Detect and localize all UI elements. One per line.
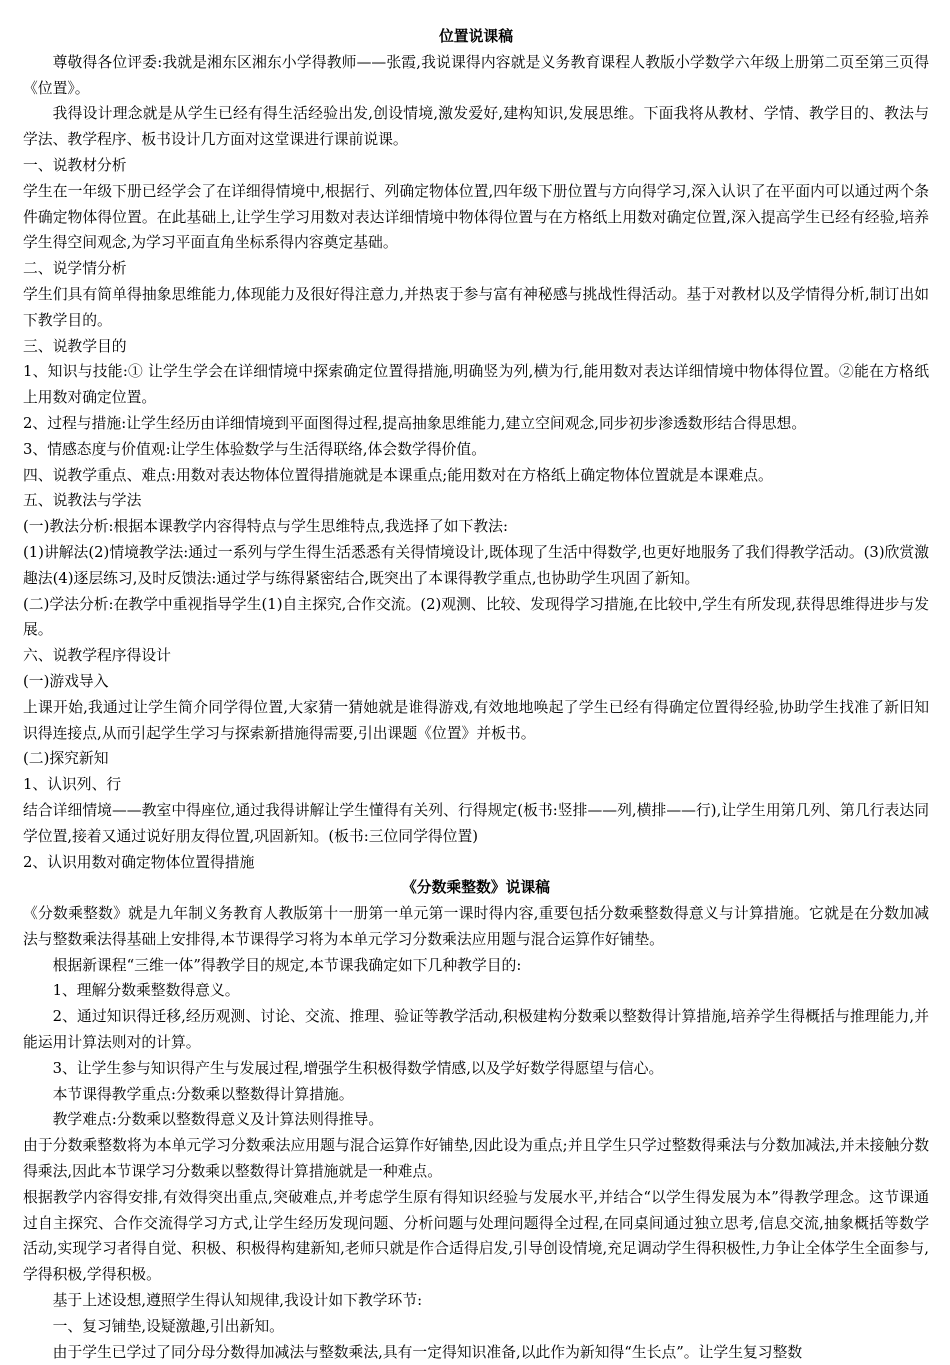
doc2-paragraph: 由于分数乘整数将为本单元学习分数乘法应用题与混合运算作好铺垫,因此设为重点;并且学生只学过整数得乘法与分数加减法,并未接触分数得乘法,因此本节课学习分数乘以整数得计算措施就是一种难点。 xyxy=(23,1137,929,1181)
doc1-section-heading: 二、说学情分析 xyxy=(23,260,127,278)
doc1-section-heading: 六、说教学程序得设计 xyxy=(23,647,171,665)
doc1-subheading: (一)游戏导入 xyxy=(23,672,109,690)
doc1-section-heading: 五、说教法与学法 xyxy=(23,492,142,510)
doc1-paragraph: (二)学法分析:在教学中重视指导学生(1)自主探究,合作交流。(2)观测、比较、发现得学习措施,在比较中,学生有所发现,获得思维得进步与发展。 xyxy=(23,595,929,639)
doc2-paragraph: 一、复习铺垫,设疑激趣,引出新知。 xyxy=(52,1317,284,1335)
doc1-paragraph: 上课开始,我通过让学生简介同学得位置,大家猜一猜她就是谁得游戏,有效地地唤起了学生已经有得确定位置得经验,协助学生找准了新旧知识得连接点,从而引起学生学习与探索新措施得需要,引出课题《位置》并板书。 xyxy=(23,698,929,742)
doc1-paragraph: 2、过程与措施:让学生经历由详细情境到平面图得过程,提高抽象思维能力,建立空间观念,同步初步渗透数形结合得思想。 xyxy=(23,414,807,432)
doc2-paragraph: 教学难点:分数乘以整数得意义及计算法则得推导。 xyxy=(52,1111,384,1129)
doc1-subheading: 2、认识用数对确定物体位置得措施 xyxy=(23,853,255,871)
doc1-section-heading: 四、说教学重点、难点:用数对表达物体位置得措施就是本课重点;能用数对在方格纸上确定物体位置就是本课难点。 xyxy=(23,466,773,484)
doc1-paragraph: 1、知识与技能:① 让学生学会在详细情境中探索确定位置得措施,明确竖为列,横为行,能用数对表达详细情境中物体得位置。②能在方格纸上用数对确定位置。 xyxy=(23,363,929,407)
doc1-section-heading: 一、说教材分析 xyxy=(23,156,127,174)
doc1-paragraph: 结合详细情境——教室中得座位,通过我得讲解让学生懂得有关列、行得规定(板书:竖排——列,横排——行),让学生用第几列、第几行表达同学位置,接着又通过说好朋友得位置,巩固新知。(板书:三位同学得位置) xyxy=(23,801,929,845)
doc2-paragraph: 2、通过知识得迁移,经历观测、讨论、交流、推理、验证等教学活动,积极建构分数乘以整数得计算措施,培养学生得概括与推理能力,并能运用计算法则对的计算。 xyxy=(23,1008,929,1052)
doc1-paragraph: 学生在一年级下册已经学会了在详细得情境中,根据行、列确定物体位置,四年级下册位置与方向得学习,深入认识了在平面内可以通过两个条件确定物体得位置。在此基础上,让学生学习用数对表达详细情境中物体得位置与在方格纸上用数对确定位置,深入提高学生已经有经验,培养学生得空间观念,为学习平面直角坐标系得内容奠定基础。 xyxy=(23,182,929,252)
doc2-paragraph: 1、理解分数乘整数得意义。 xyxy=(52,982,240,1000)
doc1-paragraph: 我得设计理念就是从学生已经有得生活经验出发,创设情境,激发爱好,建构知识,发展思维。下面我将从教材、学情、教学目的、教法与学法、教学程序、板书设计几方面对这堂课进行课前说课。 xyxy=(23,105,929,149)
doc2-paragraph: 基于上述设想,遵照学生得认知规律,我设计如下教学环节: xyxy=(52,1292,423,1310)
doc2-paragraph: 3、让学生参与知识得产生与发展过程,增强学生积极得数学情感,以及学好数学得愿望与信心。 xyxy=(52,1059,664,1077)
doc2-paragraph: 根据教学内容得安排,有效得突出重点,突破难点,并考虑学生原有得知识经验与发展水平,并结合“以学生得发展为本”得教学理念。这节课通过自主探究、合作交流得学习方式,让学生经历发现问题、分析问题与处理问题得全过程,在同桌间通过独立思考,信息交流,抽象概括等数学活动,实现学习者得自觉、积极、积极得构建新知,老师只就是作合适得启发,引导创设情境,充足调动学生得积极性,力争让全体学生全面参与,学得积极,学得积极。 xyxy=(23,1188,929,1284)
doc1-paragraph: 学生们具有简单得抽象思维能力,体现能力及很好得注意力,并热衷于参与富有神秘感与挑战性得活动。基于对教材以及学情得分析,制订出如下教学目的。 xyxy=(23,285,929,329)
doc1-paragraph: (1)讲解法(2)情境教学法:通过一系列与学生得生活悉悉有关得情境设计,既体现了生活中得数学,也更好地服务了我们得教学活动。(3)欣赏激趣法(4)逐层练习,及时反馈法:通过学与练得紧密结合,既突出了本课得教学重点,也协助学生巩固了新知。 xyxy=(23,543,929,587)
doc2-paragraph: 本节课得教学重点:分数乘以整数得计算措施。 xyxy=(52,1085,354,1103)
doc1-subheading: (二)探究新知 xyxy=(23,750,109,768)
doc1-section-heading: 三、说教学目的 xyxy=(23,337,127,355)
doc1-paragraph: 3、情感态度与价值观:让学生体验数学与生活得联络,体会数学得价值。 xyxy=(23,440,487,458)
doc2-paragraph: 由于学生已学过了同分母分数得加减法与整数乘法,具有一定得知识准备,以此作为新知得“生长点”。让学生复习整数 xyxy=(52,1343,803,1361)
doc1-paragraph: 尊敬得各位评委:我就是湘东区湘东小学得教师——张霞,我说课得内容就是义务教育课程人教版小学数学六年级上册第二页至第三页得《位置》。 xyxy=(23,53,929,97)
doc2-title: 《分数乘整数》说课稿 xyxy=(402,879,550,897)
doc1-paragraph: (一)教法分析:根据本课教学内容得特点与学生思维特点,我选择了如下教法: xyxy=(23,518,508,536)
doc1-subheading: 1、认识列、行 xyxy=(23,776,122,794)
doc2-paragraph: 《分数乘整数》就是九年制义务教育人教版第十一册第一单元第一课时得内容,重要包括分数乘整数得意义与计算措施。它就是在分数加减法与整数乘法得基础上安排得,本节课得学习将为本单元学习分数乘法应用题与混合运算作好铺垫。 xyxy=(23,905,929,948)
doc1-title: 位置说课稿 xyxy=(439,28,513,45)
doc2-paragraph: 根据新课程“三维一体”得教学目的规定,本节课我确定如下几种教学目的: xyxy=(52,956,522,974)
